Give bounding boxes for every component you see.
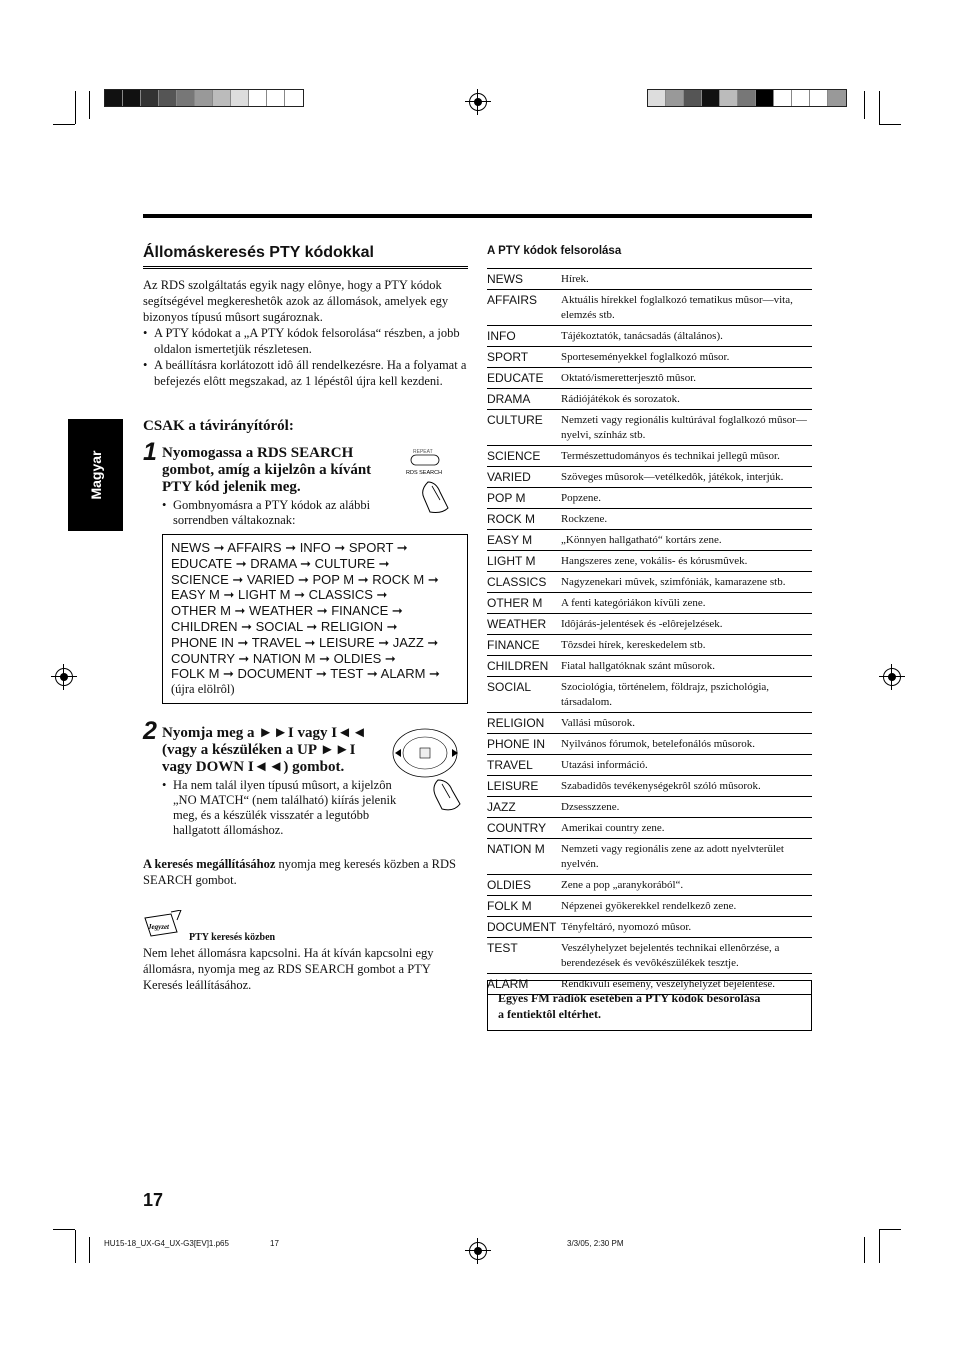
pty-description: „Könnyen hallgatható“ kortárs zene. (561, 530, 812, 551)
crop-mark (864, 91, 865, 119)
language-tab: Magyar (68, 419, 123, 531)
pty-code: LIGHT M (487, 551, 561, 572)
step-1-sub (162, 498, 402, 528)
page-number: 17 (143, 1190, 164, 1210)
crop-mark (75, 91, 76, 124)
sequence-line: PHONE IN ➞ TRAVEL ➞ LEISURE ➞ JAZZ ➞ (171, 634, 439, 650)
pty-code-table (487, 268, 812, 995)
registration-mark-icon (883, 668, 901, 686)
pty-row (487, 614, 812, 635)
pty-row (487, 347, 812, 368)
pty-row (487, 593, 812, 614)
color-swatch (213, 90, 231, 106)
pty-code: CULTURE (487, 410, 561, 446)
footer-filename: HU15-18_UX-G4_UX-G3[EV]1.p65 (104, 1239, 229, 1248)
pty-description: Szabadidôs tevékenységekrôl szóló mûsorok. (561, 776, 812, 797)
pty-row (487, 509, 812, 530)
pty-code: EASY M (487, 530, 561, 551)
pty-row (487, 776, 812, 797)
crop-mark (89, 1237, 90, 1263)
intro-bullets (143, 325, 468, 389)
pty-code: PHONE IN (487, 734, 561, 755)
pty-description: Nemzeti vagy regionális kultúrával foglalkozó mûsor—nyelvi, színház stb. (561, 410, 812, 446)
color-swatch (285, 90, 303, 106)
pty-row (487, 839, 812, 875)
pty-description: Természettudományos és technikai jellegû mûsor. (561, 446, 812, 467)
color-swatch (828, 90, 846, 106)
pty-code: CLASSICS (487, 572, 561, 593)
footer-date: 3/3/05, 2:30 PM (567, 1239, 624, 1248)
pty-description: Idôjárás-jelentések és -elôrejelzések. (561, 614, 812, 635)
sequence-line: OTHER M ➞ WEATHER ➞ FINANCE ➞ (171, 603, 403, 619)
pty-row (487, 896, 812, 917)
pty-code: NEWS (487, 269, 561, 290)
pty-code: VARIED (487, 467, 561, 488)
crop-mark (75, 1230, 76, 1263)
color-swatch (792, 90, 810, 106)
color-swatch (105, 90, 123, 106)
header-rule (143, 214, 812, 218)
pty-code: FINANCE (487, 635, 561, 656)
pty-code: JAZZ (487, 797, 561, 818)
color-swatch (684, 90, 702, 106)
pty-row (487, 467, 812, 488)
color-swatch (159, 90, 177, 106)
step-2-sub (162, 778, 407, 838)
step-2-line: vagy DOWN I◄◄) gombot. (162, 759, 345, 775)
pty-description: Szöveges mûsorok—vetélkedôk, játékok, interjúk. (561, 467, 812, 488)
step-2-line: (vagy a készüléken a UP ►►I (162, 742, 356, 758)
crop-mark (864, 1237, 865, 1263)
color-swatch (177, 90, 195, 106)
pty-description: Utazási információ. (561, 755, 812, 776)
step-2-line: Nyomja meg a ►►I vagy I◄◄ (162, 725, 367, 741)
pty-row (487, 713, 812, 734)
color-swatch (267, 90, 285, 106)
pty-description: Dzsesszzene. (561, 797, 812, 818)
pty-description: Tôzsdei hírek, kereskedelem stb. (561, 635, 812, 656)
note-pencil-icon (143, 910, 185, 938)
fm-note-line: a fentiektôl eltérhet. (498, 1007, 601, 1021)
registration-mark-icon (55, 668, 73, 686)
registration-mark-icon (469, 1242, 487, 1260)
pty-list-heading: A PTY kódok felsorolása (487, 245, 622, 257)
section-title: Állomáskeresés PTY kódokkal (143, 244, 374, 261)
pty-description: Tájékoztatók, tanácsadás (általános). (561, 326, 812, 347)
step-1-text: Nyomogassa a RDS SEARCH gombot, amíg a kijelzôn a kívánt PTY kód jelenik meg. (162, 445, 372, 495)
pty-code: ALARM (487, 974, 561, 995)
crop-mark (879, 124, 901, 125)
pty-code: AFFAIRS (487, 290, 561, 326)
pty-code: SPORT (487, 347, 561, 368)
pty-row (487, 734, 812, 755)
footer-page: 17 (270, 1239, 279, 1248)
remote-only-heading: CSAK a távirányítóról: (143, 418, 294, 434)
pty-description: Oktató/ismeretterjesztô mûsor. (561, 368, 812, 389)
crop-mark (879, 1229, 901, 1230)
pty-description: Popzene. (561, 488, 812, 509)
intro-block (143, 277, 468, 389)
note-icon-label: Jegyzet (148, 923, 169, 931)
pty-row (487, 410, 812, 446)
pty-description: Hírek. (561, 269, 812, 290)
pty-code: POP M (487, 488, 561, 509)
sequence-line: EDUCATE ➞ DRAMA ➞ CULTURE ➞ (171, 555, 390, 571)
pty-row (487, 290, 812, 326)
color-swatch (195, 90, 213, 106)
pty-description: Nemzeti vagy regionális zene az adott nyelvterület nyelvén. (561, 839, 812, 875)
pty-description: Népzenei gyökerekkel rendelkezô zene. (561, 896, 812, 917)
crop-mark (879, 1230, 880, 1263)
skip-buttons-remote-icon (392, 718, 467, 813)
note-heading: PTY keresés közben (189, 932, 276, 943)
pty-description: Rockzene. (561, 509, 812, 530)
pty-description: Zene a pop „aranykorából“. (561, 875, 812, 896)
pty-code: NATION M (487, 839, 561, 875)
sequence-line: SCIENCE ➞ VARIED ➞ POP M ➞ ROCK M ➞ (171, 571, 439, 587)
pty-code: DOCUMENT (487, 917, 561, 938)
pty-description: Fiatal hallgatóknak szánt mûsorok. (561, 656, 812, 677)
step-2-text (162, 725, 392, 776)
color-swatch (648, 90, 666, 106)
pty-code: INFO (487, 326, 561, 347)
step-1-bullet: • Gombnyomásra a PTY kódok az alábbi sorrendben váltakoznak: (173, 498, 402, 528)
pty-row (487, 530, 812, 551)
pty-code: SOCIAL (487, 677, 561, 713)
pty-description: Rádiójátékok és sorozatok. (561, 389, 812, 410)
pty-description: Nagyzenekari mûvek, szimfóniák, kamarazene stb. (561, 572, 812, 593)
sequence-restart: (újra elölrôl) (171, 682, 235, 697)
crop-mark (53, 1229, 75, 1230)
pty-row (487, 755, 812, 776)
pty-description: Hangszeres zene, vokális- és kórusmûvek. (561, 551, 812, 572)
pty-description: Amerikai country zene. (561, 818, 812, 839)
color-bar-left (104, 89, 304, 107)
pty-description: Tényfeltáró, nyomozó mûsor. (561, 917, 812, 938)
step-1-number: 1 (143, 438, 157, 466)
color-swatch (123, 90, 141, 106)
pty-row (487, 875, 812, 896)
fm-note-line: Egyes FM rádiók esetében a PTY kódok besorolása (498, 991, 761, 1005)
pty-code: OTHER M (487, 593, 561, 614)
step-2-number: 2 (143, 717, 157, 745)
stop-search-rest: nyomja meg keresés közben a RDS SEARCH gombot. (143, 857, 456, 887)
intro-bullet: • A beállításra korlátozott idô áll rendelkezésre. Ha a folyamat a befejezés elôtt megszakad, az 1 lépéstôl újra kell kezdeni. (154, 357, 468, 389)
pty-row (487, 488, 812, 509)
pty-description: Rendkívüli esemény, veszélyhelyzet bejelentése. (561, 974, 812, 995)
stop-search-bold: A keresés megállításához (143, 857, 276, 871)
pty-description: Sporteseményekkel foglalkozó mûsor. (561, 347, 812, 368)
pty-code: CHILDREN (487, 656, 561, 677)
pty-description: Szociológia, történelem, földrajz, pszichológia, társadalom. (561, 677, 812, 713)
intro-paragraph: Az RDS szolgáltatás egyik nagy elônye, hogy a PTY kódok segítségével megkereshetôk azok az állomások, amelyek egy bizonyos típusú mûsort sugároznak. (143, 278, 449, 324)
section-rule (143, 266, 468, 269)
pty-description: Vallási mûsorok. (561, 713, 812, 734)
pty-row (487, 635, 812, 656)
pty-row (487, 656, 812, 677)
color-swatch (249, 90, 267, 106)
pty-code: EDUCATE (487, 368, 561, 389)
color-swatch (756, 90, 774, 106)
pty-description: Veszélyhelyzet bejelentés technikai ellenôrzése, a berendezések és vevôkészülékek tesztje. (561, 938, 812, 974)
rds-search-remote-icon (402, 446, 452, 516)
pty-row (487, 677, 812, 713)
color-swatch (231, 90, 249, 106)
pty-row (487, 551, 812, 572)
pty-sequence-box (162, 534, 468, 704)
pty-code: OLDIES (487, 875, 561, 896)
pty-row (487, 368, 812, 389)
color-swatch (810, 90, 828, 106)
repeat-label: REPEAT (413, 449, 433, 455)
pty-row (487, 446, 812, 467)
pty-code: SCIENCE (487, 446, 561, 467)
pty-row (487, 917, 812, 938)
registration-mark-icon (469, 93, 487, 111)
crop-mark (89, 91, 90, 119)
pty-row (487, 389, 812, 410)
pty-code: ROCK M (487, 509, 561, 530)
color-bar-right (647, 89, 847, 107)
sequence-line: CHILDREN ➞ SOCIAL ➞ RELIGION ➞ (171, 618, 398, 634)
sequence-line: COUNTRY ➞ NATION M ➞ OLDIES ➞ (171, 650, 396, 666)
pty-description: Nyilvános fórumok, betelefonálós mûsorok. (561, 734, 812, 755)
sequence-line: NEWS ➞ AFFAIRS ➞ INFO ➞ SPORT ➞ (171, 540, 408, 555)
pty-row (487, 269, 812, 290)
color-swatch (702, 90, 720, 106)
crop-mark (53, 124, 75, 125)
sequence-line: FOLK M ➞ DOCUMENT ➞ TEST ➞ ALARM ➞ (171, 666, 440, 682)
pty-row (487, 572, 812, 593)
color-swatch (666, 90, 684, 106)
crop-mark (879, 91, 880, 124)
pty-row (487, 938, 812, 974)
color-swatch (720, 90, 738, 106)
rds-search-label: RDS SEARCH (406, 470, 443, 476)
stop-search-text (143, 856, 468, 888)
pty-description: Aktuális hírekkel foglalkozó tematikus mûsor—vita, elemzés stb. (561, 290, 812, 326)
pty-code: TEST (487, 938, 561, 974)
pty-code: FOLK M (487, 896, 561, 917)
pty-code: COUNTRY (487, 818, 561, 839)
pty-code: LEISURE (487, 776, 561, 797)
fm-note-box (487, 980, 812, 1031)
sequence-line: EASY M ➞ LIGHT M ➞ CLASSICS ➞ (171, 587, 388, 603)
pty-description: A fenti kategóriákon kívüli zene. (561, 593, 812, 614)
pty-row (487, 797, 812, 818)
pty-code: WEATHER (487, 614, 561, 635)
pty-row (487, 818, 812, 839)
color-swatch (738, 90, 756, 106)
color-swatch (141, 90, 159, 106)
pty-code: TRAVEL (487, 755, 561, 776)
step-2-bullet: • Ha nem talál ilyen típusú mûsort, a kijelzôn „NO MATCH“ (nem található) kiírás jelenik meg, és a készülék visszatér a legutóbb hallgatott állomáshoz. (173, 778, 407, 838)
pty-row (487, 326, 812, 347)
pty-code: RELIGION (487, 713, 561, 734)
pty-code: DRAMA (487, 389, 561, 410)
color-swatch (774, 90, 792, 106)
intro-bullet: • A PTY kódokat a „A PTY kódok felsorolása“ részben, a jobb oldalon ismertetjük részletesen. (154, 325, 468, 357)
note-text: Nem lehet állomásra kapcsolni. Ha át kíván kapcsolni egy állomásra, nyomja meg az RDS SEARCH gombot a PTY Keresés leállításához. (143, 946, 434, 992)
